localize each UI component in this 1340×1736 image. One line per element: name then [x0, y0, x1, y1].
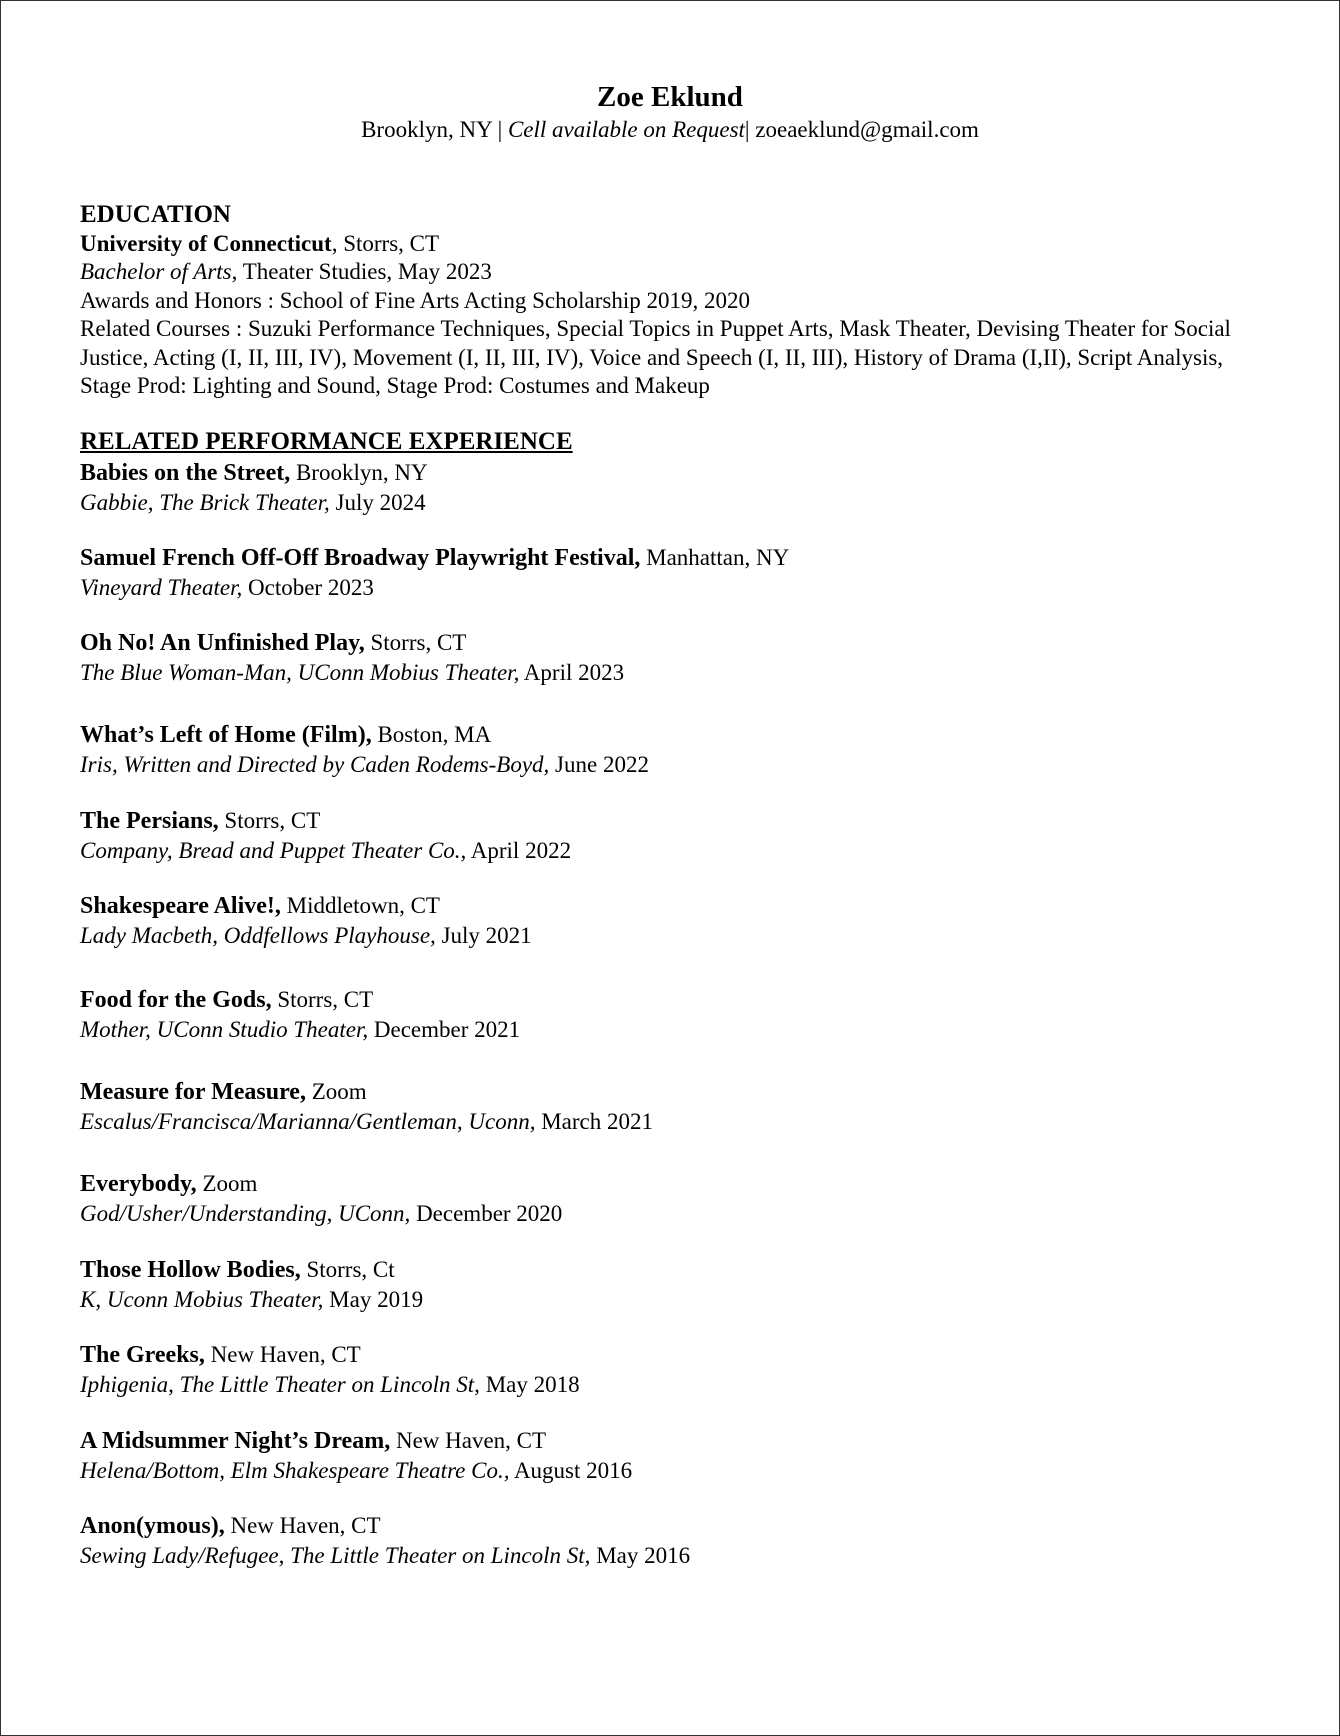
school-name: University of Connecticut [80, 230, 332, 256]
education-heading: EDUCATION [80, 201, 231, 228]
entry-location: New Haven, CT [204, 1342, 361, 1367]
experience-entry [80, 1077, 1265, 1136]
entry-location: New Haven, CT [224, 1513, 381, 1538]
entry-title: Samuel French Off-Off Broadway Playwright Festival, [80, 545, 641, 571]
experience-entry [80, 985, 1265, 1044]
experience-entry [80, 1426, 1265, 1485]
entry-title: The Greeks, [80, 1342, 205, 1368]
entry-location: New Haven, CT [390, 1428, 547, 1453]
entry-date: May 2018 [479, 1372, 580, 1397]
entry-location: Storrs, CT [271, 987, 374, 1012]
entry-title: Everybody, [80, 1171, 197, 1197]
contact-line [1, 115, 1339, 145]
education-degree-line [80, 258, 1265, 287]
entry-date: May 2016 [590, 1543, 691, 1568]
entry-title: Shakespeare Alive!, [80, 893, 281, 919]
entry-role: Escalus/Francisca/Marianna/Gentleman, Uconn, [80, 1109, 536, 1134]
entry-date: July 2024 [329, 490, 426, 515]
entry-date: December 2020 [410, 1201, 563, 1226]
entry-location: Zoom [196, 1171, 258, 1196]
degree-detail: , Theater Studies, May 2023 [231, 259, 492, 284]
entry-role: Iphigenia, The Little Theater on Lincoln St, [80, 1372, 480, 1397]
entry-title: Measure for Measure, [80, 1079, 306, 1105]
experience-entry [80, 543, 1265, 602]
entry-role: The Blue Woman-Man, UConn Mobius Theater, [80, 660, 520, 685]
entry-role: K, Uconn Mobius Theater, [80, 1287, 324, 1312]
entry-role: Lady Macbeth, Oddfellows Playhouse, [80, 923, 436, 948]
entry-date: April 2022 [466, 838, 572, 863]
experience-entry [80, 628, 1265, 687]
contact-location: Brooklyn, NY [361, 117, 492, 142]
entry-role: God/Usher/Understanding, UConn, [80, 1201, 411, 1226]
experience-entry [80, 720, 1265, 779]
education-section [80, 201, 1265, 401]
experience-entry [80, 1255, 1265, 1314]
entry-location: Storrs, Ct [300, 1257, 395, 1282]
entry-title: Oh No! An Unfinished Play, [80, 630, 365, 656]
entry-location: Zoom [305, 1079, 367, 1104]
entry-title: Anon(ymous), [80, 1513, 225, 1539]
experience-entry [80, 1511, 1265, 1570]
experience-heading: RELATED PERFORMANCE EXPERIENCE [80, 428, 573, 455]
entry-location: Storrs, CT [218, 808, 321, 833]
entry-role: Sewing Lady/Refugee, The Little Theater on Lincoln St, [80, 1543, 591, 1568]
education-courses: Related Courses : Suzuki Performance Techniques, Special Topics in Puppet Arts, Mask Theater, Devising Theater for Social Justice, Acting (I, II, III, IV), Movement (I, II, III, IV), Voice and Speech (I, II, III), History of Drama (I,II), Script Analysis, Stage Prod: Lighting and Sound, Stage Prod: Costumes and Makeup [80, 316, 1231, 398]
entry-date: June 2022 [549, 752, 649, 777]
entry-title: What’s Left of Home (Film), [80, 722, 372, 748]
experience-entry [80, 458, 1265, 517]
entry-title: A Midsummer Night’s Dream, [80, 1428, 391, 1454]
experience-heading-block [80, 428, 1265, 457]
entry-location: Brooklyn, NY [290, 460, 428, 485]
entry-date: October 2023 [242, 575, 374, 600]
entry-title: Those Hollow Bodies, [80, 1257, 301, 1283]
entry-date: May 2019 [323, 1287, 424, 1312]
experience-entry [80, 891, 1265, 950]
entry-role: Vineyard Theater, [80, 575, 243, 600]
contact-email: zoeaeklund@gmail.com [755, 117, 979, 142]
entry-role: Iris, Written and Directed by Caden Rodems-Boyd, [80, 752, 550, 777]
entry-role: Mother, UConn Studio Theater, [80, 1017, 369, 1042]
entry-title: Food for the Gods, [80, 987, 272, 1013]
entry-role: Company, Bread and Puppet Theater Co., [80, 838, 467, 863]
entry-date: April 2023 [519, 660, 625, 685]
entry-date: July 2021 [435, 923, 532, 948]
entry-title: The Persians, [80, 808, 219, 834]
candidate-name: Zoe Eklund [597, 81, 743, 113]
education-school-line [80, 230, 1265, 259]
experience-entry [80, 1340, 1265, 1399]
contact-separator: | [744, 117, 756, 142]
entry-date: August 2016 [509, 1458, 633, 1483]
contact-cell: Cell available on Request [507, 117, 745, 142]
entry-date: March 2021 [535, 1109, 653, 1134]
contact-separator: | [491, 117, 508, 142]
entry-role: Gabbie, The Brick Theater, [80, 490, 330, 515]
entry-title: Babies on the Street, [80, 460, 291, 486]
entry-location: Boston, MA [371, 722, 492, 747]
degree-name: Bachelor of Arts [80, 259, 232, 284]
school-location: , Storrs, CT [331, 230, 440, 256]
experience-entry [80, 1169, 1265, 1228]
entry-location: Middletown, CT [280, 893, 440, 918]
resume-header [1, 79, 1339, 145]
experience-entry [80, 806, 1265, 865]
entry-location: Storrs, CT [364, 630, 467, 655]
education-awards: Awards and Honors : School of Fine Arts Acting Scholarship 2019, 2020 [80, 287, 750, 313]
entry-date: December 2021 [368, 1017, 521, 1042]
entry-role: Helena/Bottom, Elm Shakespeare Theatre Co., [80, 1458, 510, 1483]
entry-location: Manhattan, NY [640, 545, 790, 570]
